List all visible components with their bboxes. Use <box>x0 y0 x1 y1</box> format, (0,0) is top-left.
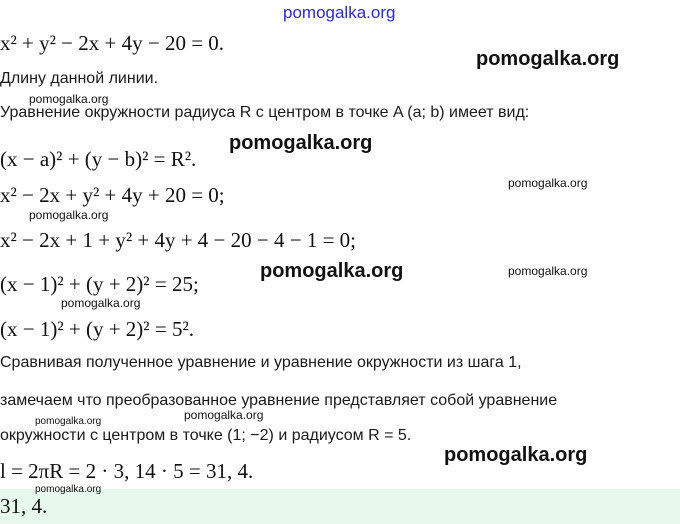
watermark-small: pomogalka.org <box>35 484 102 495</box>
watermark-big: pomogalka.org <box>229 132 373 154</box>
transform-step-4: (x − 1)² + (y + 2)² = 5². <box>0 317 194 341</box>
notice-text: замечаем что преобразованное уравнение представляет собой уравнение <box>0 392 558 409</box>
transform-step-1: x² − 2x + y² + 4y + 20 = 0; <box>0 183 225 207</box>
watermark-big: pomogalka.org <box>260 260 404 282</box>
equation-initial: x² + y² − 2x + 4y − 20 = 0. <box>0 31 225 55</box>
watermark-small: pomogalka.org <box>184 408 264 422</box>
transform-step-3: (x − 1)² + (y + 2)² = 25; <box>0 272 199 296</box>
watermark-small: pomogalka.org <box>35 416 102 427</box>
watermark-small: pomogalka.org <box>29 92 109 106</box>
watermark-small: pomogalka.org <box>508 264 588 278</box>
circle-equation-intro: Уравнение окружности радиуса R с центром в точке A (a; b) имеет вид: <box>0 104 530 121</box>
length-formula: l = 2πR = 2 · 3, 14 · 5 = 31, 4. <box>0 459 254 483</box>
center-radius-text: окружности с центром в точке (1; −2) и радиусом R = 5. <box>0 427 412 444</box>
transform-step-2: x² − 2x + 1 + y² + 4y + 4 − 20 − 4 − 1 = 0; <box>0 228 357 252</box>
answer-highlight <box>0 489 680 524</box>
watermark-top[interactable]: pomogalka.org <box>283 3 396 22</box>
watermark-big: pomogalka.org <box>476 48 620 70</box>
watermark-big: pomogalka.org <box>444 444 588 466</box>
watermark-small: pomogalka.org <box>508 176 588 190</box>
watermark-small: pomogalka.org <box>29 208 109 222</box>
watermark-small: pomogalka.org <box>61 296 141 310</box>
circle-general-equation: (x − a)² + (y − b)² = R². <box>0 147 197 171</box>
answer-value: 31, 4. <box>0 494 48 518</box>
task-text: Длину данной линии. <box>0 70 159 87</box>
comparison-text: Сравнивая полученное уравнение и уравнение окружности из шага 1, <box>0 354 522 371</box>
